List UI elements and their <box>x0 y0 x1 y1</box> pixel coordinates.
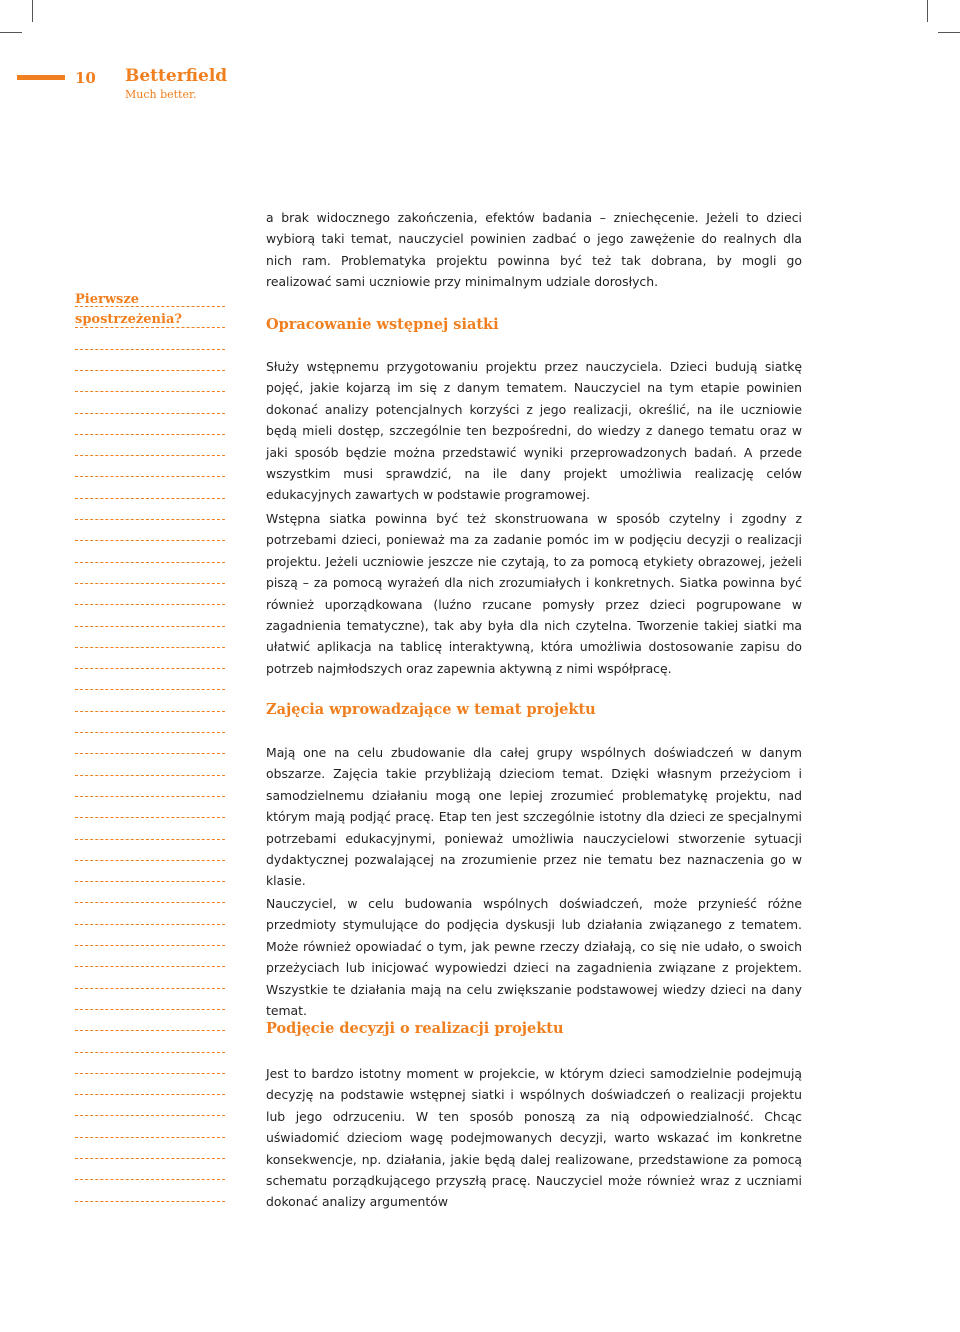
note-line <box>75 1030 225 1031</box>
paragraph-nauczyciel: Nauczyciel, w celu budowania wspólnych doświadczeń, może przynieść różne przedmioty stymulujące do podjęcia dyskusji lub działania związanego z tematem. Może również opowiadać o tym, jak pewne rzeczy działają, co się nie udało, o swoich przeżyciach lub inicjować wypowiedzi dzieci na zagadnienia związane z projektem. Wszystkie te działania mają na celu zwiększanie podstawowej wiedzy dzieci na dany temat. <box>266 896 802 1019</box>
brand-tagline: Much better. <box>125 88 197 101</box>
note-line <box>75 583 225 584</box>
note-line <box>75 370 225 371</box>
crop-mark-top-left-vertical <box>32 0 33 22</box>
section-paragraph-block <box>266 742 802 892</box>
note-line <box>75 1115 225 1116</box>
section-paragraph-block <box>266 356 802 506</box>
note-line <box>75 1094 225 1095</box>
note-line <box>75 498 225 499</box>
note-line <box>75 945 225 946</box>
section-heading-block <box>266 1020 802 1037</box>
note-line <box>75 860 225 861</box>
section-heading-block <box>266 701 802 718</box>
note-line <box>75 796 225 797</box>
note-line <box>75 668 225 669</box>
section-paragraph-block <box>266 893 802 1021</box>
note-line <box>75 391 225 392</box>
note-line <box>75 349 225 350</box>
note-line <box>75 1201 225 1202</box>
note-line <box>75 540 225 541</box>
paragraph-maja-one: Mają one na celu zbudowanie dla całej grupy wspólnych doświadczeń w danym obszarze. Zajęcia takie przybliżają dzieciom temat. Dzięki własnym przeżyciom i samodzielnemu działaniu mogą one lepiej zrozumieć problematykę projektu, nad którym mają podjąć pracę. Etap ten jest szczególnie istotny dla dzieci ze specjalnymi potrzebami edukacyjnymi, ponieważ umożliwia nauczycielowi stworzenie sytuacji dydaktycznej pozwalającej na zrozumienie przez nie tematu bez naznaczenia go w klasie. <box>266 745 802 889</box>
notes-label-line2: spostrzeżenia? <box>75 312 182 327</box>
note-line <box>75 413 225 414</box>
intro-paragraph: a brak widocznego zakończenia, efektów badania – zniechęcenie. Jeżeli to dzieci wybiorą taki temat, nauczyciel powinien zadbać o jego zawężenie do realnych dla nich ram. Problematyka projektu powinna być też tak dobrana, by mogli go realizować sami uczniowie przy minimalnym udziale dorosłych. <box>266 210 802 290</box>
section-heading-block <box>266 316 802 333</box>
note-line <box>75 1179 225 1180</box>
section-paragraph-block <box>266 1063 802 1213</box>
notes-label <box>75 290 182 330</box>
note-line <box>75 434 225 435</box>
note-line <box>75 689 225 690</box>
page-number: 10 <box>75 69 96 87</box>
note-line <box>75 711 225 712</box>
brand-name: Betterfield <box>125 66 228 86</box>
notes-label-line1: Pierwsze <box>75 292 139 307</box>
paragraph-wstepna-siatka: Wstępna siatka powinna być też skonstruowana w sposób czytelny i zgodny z potrzebami dzieci, ponieważ ma za zadanie pomóc im w podjęciu decyzji o realizacji projektu. Jeżeli uczniowie jeszcze nie czytają, to za pomocą etykiety obrazowej, jeżeli piszą – za pomocą wyrażeń dla nich zrozumiałych i konkretnych. Siatka powinna być również uporządkowana (luźno rzucane pomysły przez dzieci pogrupowane w zagadnienia tematyczne), tak aby była dla nich czytelna. Tworzenie takiej siatki ma ułatwić aplikacja na tablicę interaktywną, która umożliwia dostosowanie zapisu do potrzeb najmłodszych oraz zapewnia aktywną z nimi współpracę. <box>266 511 802 676</box>
note-line <box>75 775 225 776</box>
note-line <box>75 1137 225 1138</box>
note-line <box>75 988 225 989</box>
note-line <box>75 817 225 818</box>
note-line <box>75 924 225 925</box>
paragraph-sluzy: Służy wstępnemu przygotowaniu projektu przez nauczyciela. Dzieci budują siatkę pojęć, jakie kojarzą im się z danym tematem. Nauczyciel na tym etapie powinien dokonać analizy potencjalnych korzyści z jego realizacji, określić, na ile uczniowie będą mieli dostęp, szczególnie ten bezpośredni, do wiedzy z danego tematu oraz w jaki sposób będzie można przedstawić wyniki przeprowadzonych badań. A przede wszystkim musi sprawdzić, na ile dany projekt umożliwia realizację celów edukacyjnych zawartych w podstawie programowej. <box>266 359 802 503</box>
paragraph-jest-to: Jest to bardzo istotny moment w projekcie, w którym dzieci samodzielnie podejmują decyzję na podstawie wstępnej siatki i wspólnych doświadczeń o realizacji projektu lub jego odrzuceniu. W ten sposób ponoszą za nią odpowiedzialność. Chcąc uświadomić dzieciom wagę podejmowanych decyzji, warto wskazać im konkretne konsekwencje, np. działania, jakie będą dalej realizowane, przedstawione za pomocą schematu porządkującego przyszłą pracę. Nauczyciel może również wraz z uczniami dokonać analizy argumentów <box>266 1066 802 1210</box>
intro-text-block <box>266 207 802 293</box>
note-line <box>75 881 225 882</box>
note-line <box>75 1009 225 1010</box>
section-heading-zajecia: Zajęcia wprowadzające w temat projektu <box>266 701 596 718</box>
note-line <box>75 562 225 563</box>
note-line <box>75 519 225 520</box>
crop-mark-top-right <box>938 32 960 33</box>
note-line <box>75 476 225 477</box>
note-line <box>75 753 225 754</box>
note-line <box>75 966 225 967</box>
note-line <box>75 732 225 733</box>
note-line <box>75 455 225 456</box>
section-heading-opracowanie: Opracowanie wstępnej siatki <box>266 316 499 333</box>
note-line <box>75 604 225 605</box>
note-line <box>75 1073 225 1074</box>
section-paragraph-block <box>266 508 802 679</box>
note-line <box>75 626 225 627</box>
note-line <box>75 839 225 840</box>
note-line <box>75 902 225 903</box>
crop-mark-top-right-vertical <box>927 0 928 22</box>
note-line <box>75 647 225 648</box>
crop-mark-top-left <box>0 32 22 33</box>
section-heading-podjecie: Podjęcie decyzji o realizacji projektu <box>266 1020 564 1037</box>
note-line <box>75 1158 225 1159</box>
header-accent-bar <box>17 75 65 80</box>
notes-lines <box>75 286 225 1196</box>
note-line <box>75 1052 225 1053</box>
